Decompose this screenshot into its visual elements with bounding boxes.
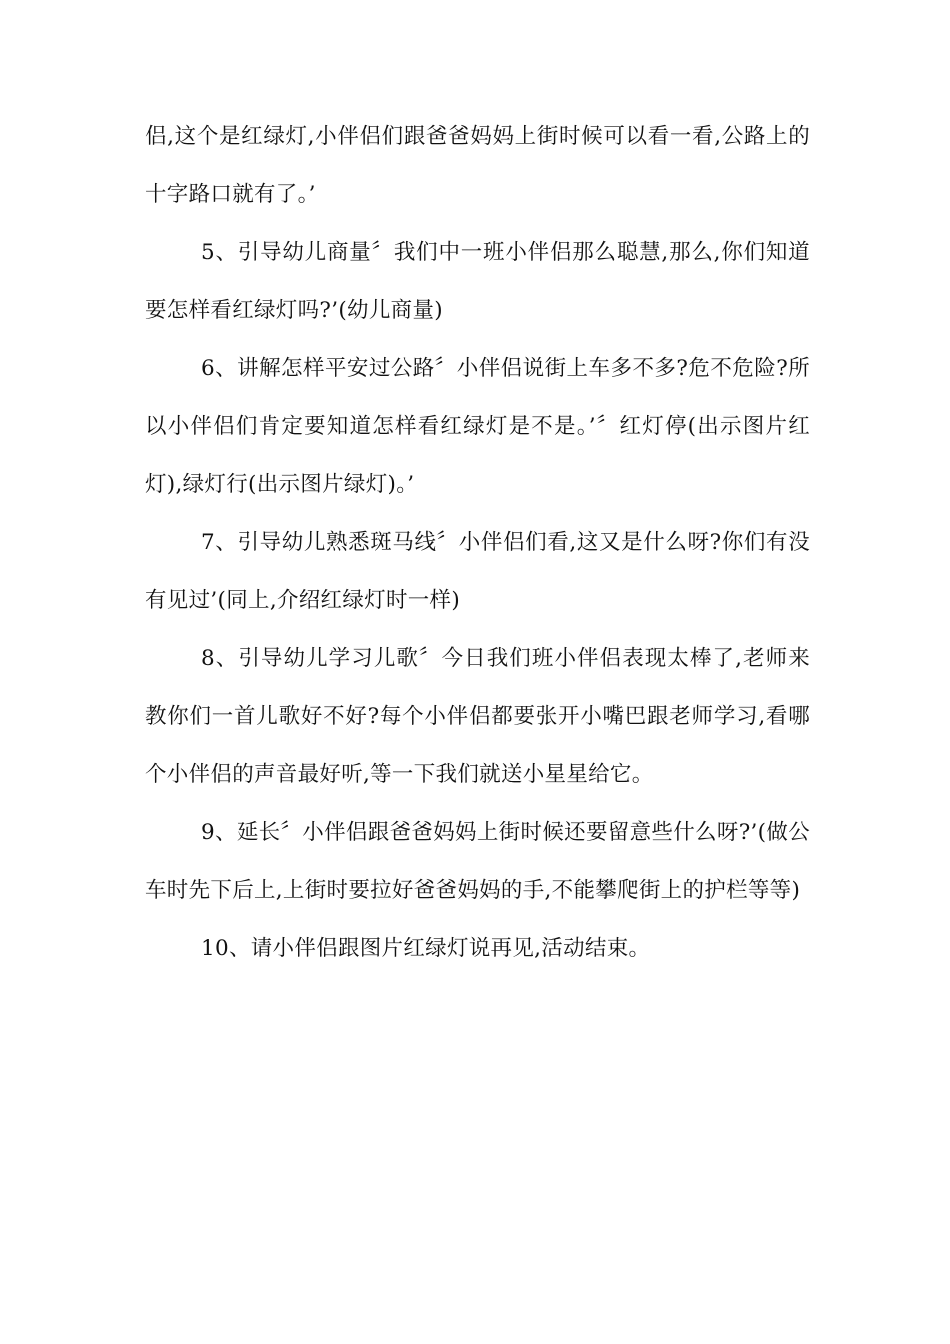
paragraph-step-5: 5、引导幼儿商量〞我们中一班小伴侣那么聪慧,那么,你们知道要怎样看红绿灯吗?’(幼儿商量) <box>145 240 810 323</box>
paragraph-step-10: 10、请小伴侣跟图片红绿灯说再见,活动结束。 <box>201 936 651 961</box>
paragraph-step-9: 9、延长〞小伴侣跟爸爸妈妈上街时候还要留意些什么呀?’(做公车时先下后上,上街时要拉好爸爸妈妈的手,不能攀爬街上的护栏等等) <box>145 820 810 903</box>
document-body <box>145 108 810 978</box>
paragraph-step-7: 7、引导幼儿熟悉斑马线〞小伴侣们看,这又是什么呀?你们有没有见过’(同上,介绍红绿灯时一样) <box>145 530 810 613</box>
paragraph-continuation: 侣,这个是红绿灯,小伴侣们跟爸爸妈妈上街时候可以看一看,公路上的十字路口就有了。’ <box>145 124 810 207</box>
paragraph-step-8: 8、引导幼儿学习儿歌〞今日我们班小伴侣表现太棒了,老师来教你们一首儿歌好不好?每个小伴侣都要张开小嘴巴跟老师学习,看哪个小伴侣的声音最好听,等一下我们就送小星星给它。 <box>145 646 810 787</box>
paragraph-step-6: 6、讲解怎样平安过公路〞小伴侣说街上车多不多?危不危险?所以小伴侣们肯定要知道怎样看红绿灯是不是。’〞红灯停(出示图片红灯),绿灯行(出示图片绿灯)。’ <box>145 356 810 497</box>
